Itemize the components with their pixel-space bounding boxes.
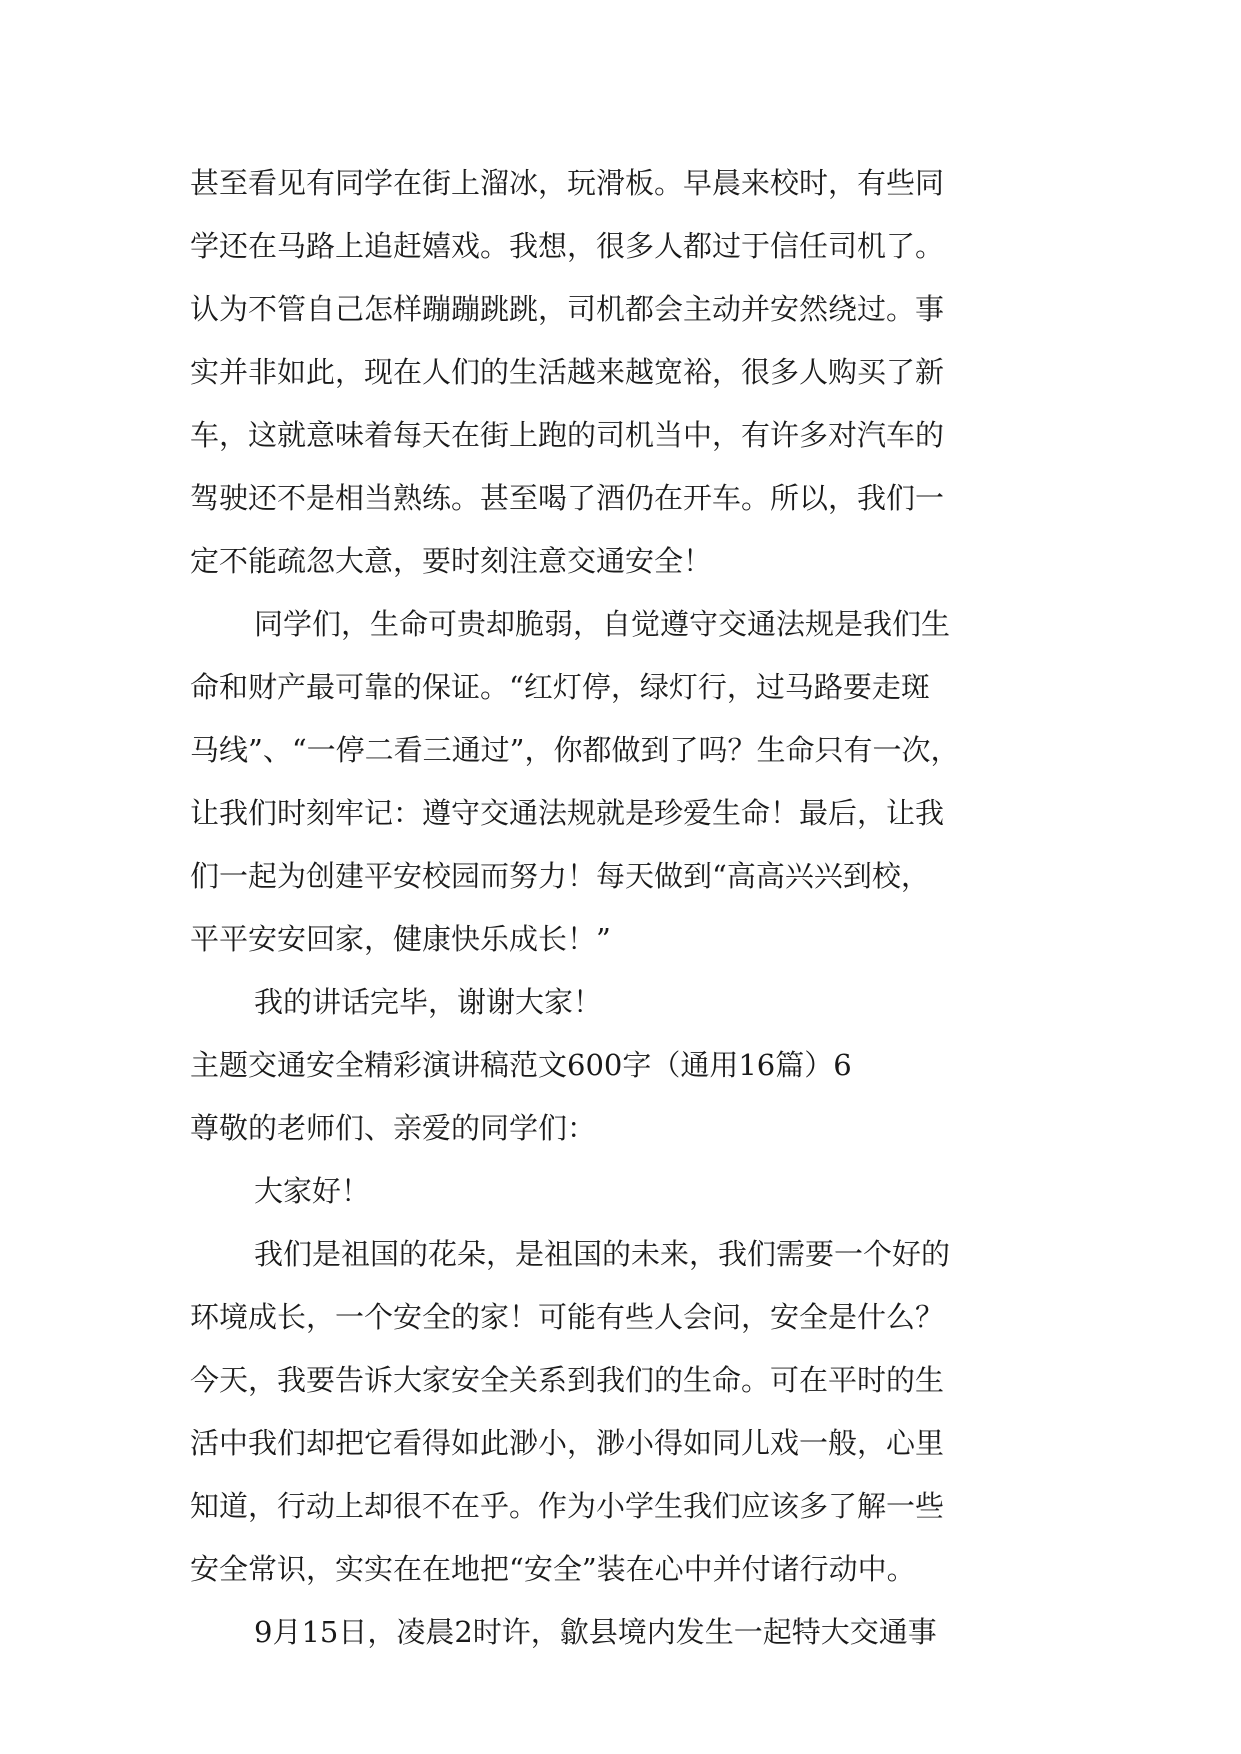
text-line: 我的讲话完毕，谢谢大家！ bbox=[254, 985, 603, 1019]
text-line: 认为不管自己怎样蹦蹦跳跳，司机都会主动并安然绕过。事 bbox=[190, 292, 945, 326]
text-line: 尊敬的老师们、亲爱的同学们： bbox=[190, 1111, 597, 1145]
text-line: 甚至看见有同学在街上溜冰，玩滑板。早晨来校时，有些同 bbox=[190, 166, 945, 200]
text-line: 我们是祖国的花朵，是祖国的未来，我们需要一个好的 bbox=[254, 1237, 951, 1271]
text-line: 们一起为创建平安校园而努力！每天做到“高高兴兴到校， bbox=[190, 859, 930, 893]
text-line: 学还在马路上追赶嬉戏。我想，很多人都过于信任司机了。 bbox=[190, 229, 945, 263]
text-line: 命和财产最可靠的保证。“红灯停，绿灯行，过马路要走斑 bbox=[190, 670, 930, 704]
text-line: 今天，我要告诉大家安全关系到我们的生命。可在平时的生 bbox=[190, 1363, 945, 1397]
text-line: 安全常识，实实在在地把“安全”装在心中并付诸行动中。 bbox=[190, 1552, 916, 1586]
text-line: 平平安安回家，健康快乐成长！” bbox=[190, 922, 611, 956]
text-line: 9月15日，凌晨2时许，歙县境内发生一起特大交通事 bbox=[254, 1615, 937, 1649]
text-line: 驾驶还不是相当熟练。甚至喝了酒仍在开车。所以，我们一 bbox=[190, 481, 945, 515]
text-line: 马线”、“一停二看三通过”，你都做到了吗？生命只有一次， bbox=[190, 733, 960, 767]
text-line: 同学们，生命可贵却脆弱，自觉遵守交通法规是我们生 bbox=[254, 607, 951, 641]
text-line: 大家好！ bbox=[254, 1174, 371, 1208]
text-line: 知道，行动上却很不在乎。作为小学生我们应该多了解一些 bbox=[190, 1489, 945, 1523]
text-line: 让我们时刻牢记：遵守交通法规就是珍爱生命！最后，让我 bbox=[190, 796, 945, 830]
text-line: 活中我们却把它看得如此渺小，渺小得如同儿戏一般，心里 bbox=[190, 1426, 945, 1460]
text-line: 车，这就意味着每天在街上跑的司机当中，有许多对汽车的 bbox=[190, 418, 945, 452]
text-line: 实并非如此，现在人们的生活越来越宽裕，很多人购买了新 bbox=[190, 355, 945, 389]
text-line: 定不能疏忽大意，要时刻注意交通安全！ bbox=[190, 544, 713, 578]
document-body bbox=[190, 152, 1090, 1664]
text-line: 主题交通安全精彩演讲稿范文600字（通用16篇）6 bbox=[190, 1048, 852, 1082]
text-line: 环境成长，一个安全的家！可能有些人会问，安全是什么？ bbox=[190, 1300, 945, 1334]
